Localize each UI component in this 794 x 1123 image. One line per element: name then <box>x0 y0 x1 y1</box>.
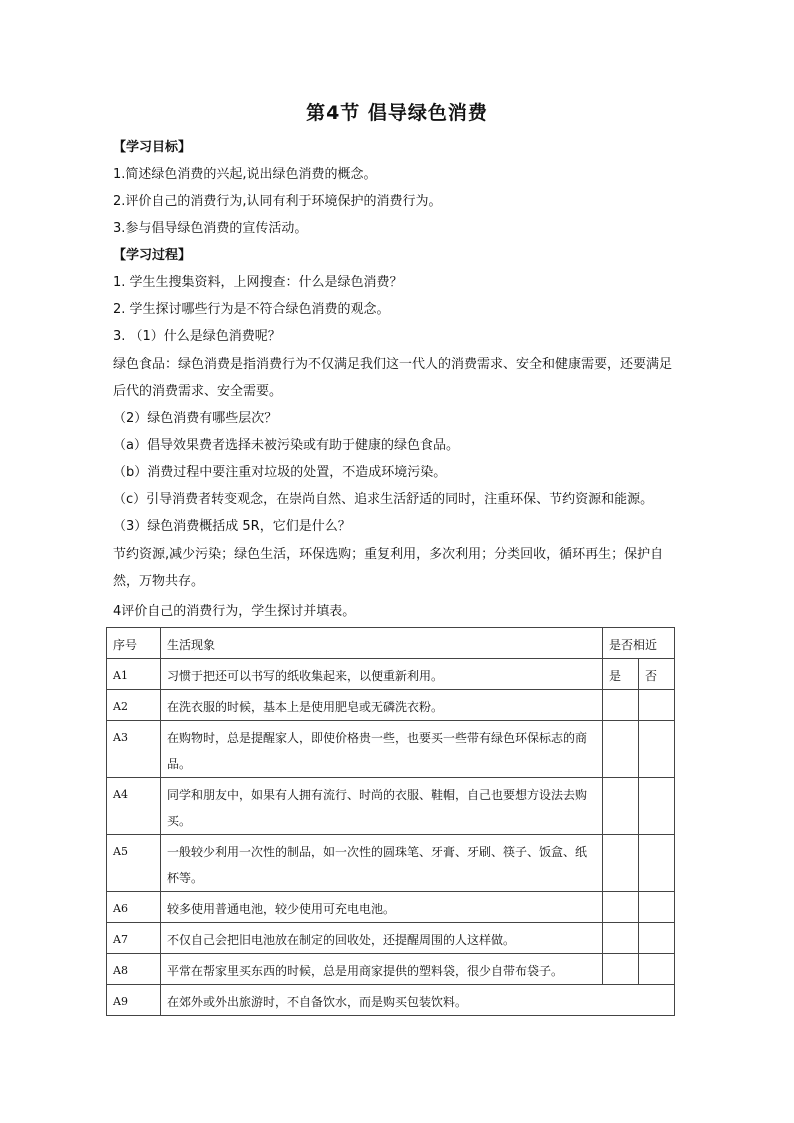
yes-cell[interactable] <box>603 892 639 923</box>
table-row <box>107 985 675 1016</box>
row-text: 在洗衣服的时候，基本上是使用肥皂或无磷洗衣粉。 <box>161 690 603 721</box>
section-heading-process: 【学习过程】 <box>113 248 192 263</box>
no-cell[interactable] <box>639 954 675 985</box>
row-text: 在郊外或外出旅游时，不自备饮水，而是购买包装饮料。 <box>161 985 675 1016</box>
five-r-paragraph: 节约资源,减少污染；绿色生活，环保选购；重复利用，多次利用；分类回收，循环再生；保护自然，万物共存。 <box>113 547 664 589</box>
yes-cell[interactable] <box>603 778 639 835</box>
yes-column-label: 是 <box>603 659 639 690</box>
table-row <box>107 721 675 778</box>
question-4: 4评价自己的消费行为，学生探讨并填表。 <box>113 604 356 619</box>
no-cell[interactable] <box>639 690 675 721</box>
header-phenomenon: 生活现象 <box>161 628 603 659</box>
no-cell[interactable] <box>639 923 675 954</box>
row-text: 一般较少利用一次性的制品，如一次性的圆珠笔、牙膏、牙刷、筷子、饭盒、纸杯等。 <box>161 835 603 892</box>
level-item: （a）倡导效果费者选择未被污染或有助于健康的绿色食品。 <box>113 438 459 453</box>
process-item: 1. 学生生搜集资料，上网搜查：什么是绿色消费？ <box>113 275 403 290</box>
process-item: 2. 学生探讨哪些行为是不符合绿色消费的观念。 <box>113 302 390 317</box>
yes-cell[interactable] <box>603 923 639 954</box>
row-id: A1 <box>107 659 161 690</box>
yes-cell[interactable] <box>603 721 639 778</box>
no-cell[interactable] <box>639 778 675 835</box>
row-id: A4 <box>107 778 161 835</box>
page-title: 第4节 倡导绿色消费 <box>306 102 488 124</box>
row-id: A3 <box>107 721 161 778</box>
table-row <box>107 923 675 954</box>
yes-cell[interactable] <box>603 690 639 721</box>
table-row <box>107 659 675 690</box>
consumption-survey-table <box>106 627 675 1016</box>
header-number: 序号 <box>107 628 161 659</box>
yes-cell[interactable] <box>603 954 639 985</box>
question-3: （3）绿色消费概括成 5R，它们是什么？ <box>113 519 351 534</box>
header-similar: 是否相近 <box>603 628 675 659</box>
no-cell[interactable] <box>639 721 675 778</box>
goal-item: 2.评价自己的消费行为,认同有利于环境保护的消费行为。 <box>113 194 442 209</box>
row-text: 习惯于把还可以书写的纸收集起来，以便重新利用。 <box>161 659 603 690</box>
row-id: A2 <box>107 690 161 721</box>
level-item: （c）引导消费者转变观念，在崇尚自然、追求生活舒适的同时，注重环保、节约资源和能源。 <box>113 492 654 507</box>
section-heading-goals: 【学习目标】 <box>113 140 192 155</box>
row-text: 同学和朋友中，如果有人拥有流行、时尚的衣服、鞋帽，自己也要想方设法去购买。 <box>161 778 603 835</box>
row-id: A9 <box>107 985 161 1016</box>
level-item: （b）消费过程中要注重对垃圾的处置，不造成环境污染。 <box>113 465 447 480</box>
row-text: 不仅自己会把旧电池放在制定的回收处，还提醒周围的人这样做。 <box>161 923 603 954</box>
row-text: 平常在帮家里买东西的时候，总是用商家提供的塑料袋，很少自带布袋子。 <box>161 954 603 985</box>
row-id: A7 <box>107 923 161 954</box>
no-cell[interactable] <box>639 835 675 892</box>
goal-item: 3.参与倡导绿色消费的宣传活动。 <box>113 221 308 236</box>
yes-cell[interactable] <box>603 835 639 892</box>
table-row <box>107 892 675 923</box>
no-column-label: 否 <box>639 659 675 690</box>
goal-item: 1.简述绿色消费的兴起,说出绿色消费的概念。 <box>113 167 377 182</box>
table-row <box>107 835 675 892</box>
table-row <box>107 954 675 985</box>
process-item: 3. （1）什么是绿色消费呢？ <box>113 329 281 344</box>
table-row <box>107 690 675 721</box>
table-row <box>107 778 675 835</box>
row-text: 在购物时，总是提醒家人，即使价格贵一些，也要买一些带有绿色环保标志的商品。 <box>161 721 603 778</box>
row-id: A5 <box>107 835 161 892</box>
question-2: （2）绿色消费有哪些层次？ <box>113 411 278 426</box>
no-cell[interactable] <box>639 892 675 923</box>
green-food-paragraph: 绿色食品：绿色消费是指消费行为不仅满足我们这一代人的消费需求、安全和健康需要，还要满足后代的消费需求、安全需要。 <box>113 357 673 399</box>
row-text: 较多使用普通电池，较少使用可充电电池。 <box>161 892 603 923</box>
table-header-row <box>107 628 675 659</box>
row-id: A6 <box>107 892 161 923</box>
row-id: A8 <box>107 954 161 985</box>
